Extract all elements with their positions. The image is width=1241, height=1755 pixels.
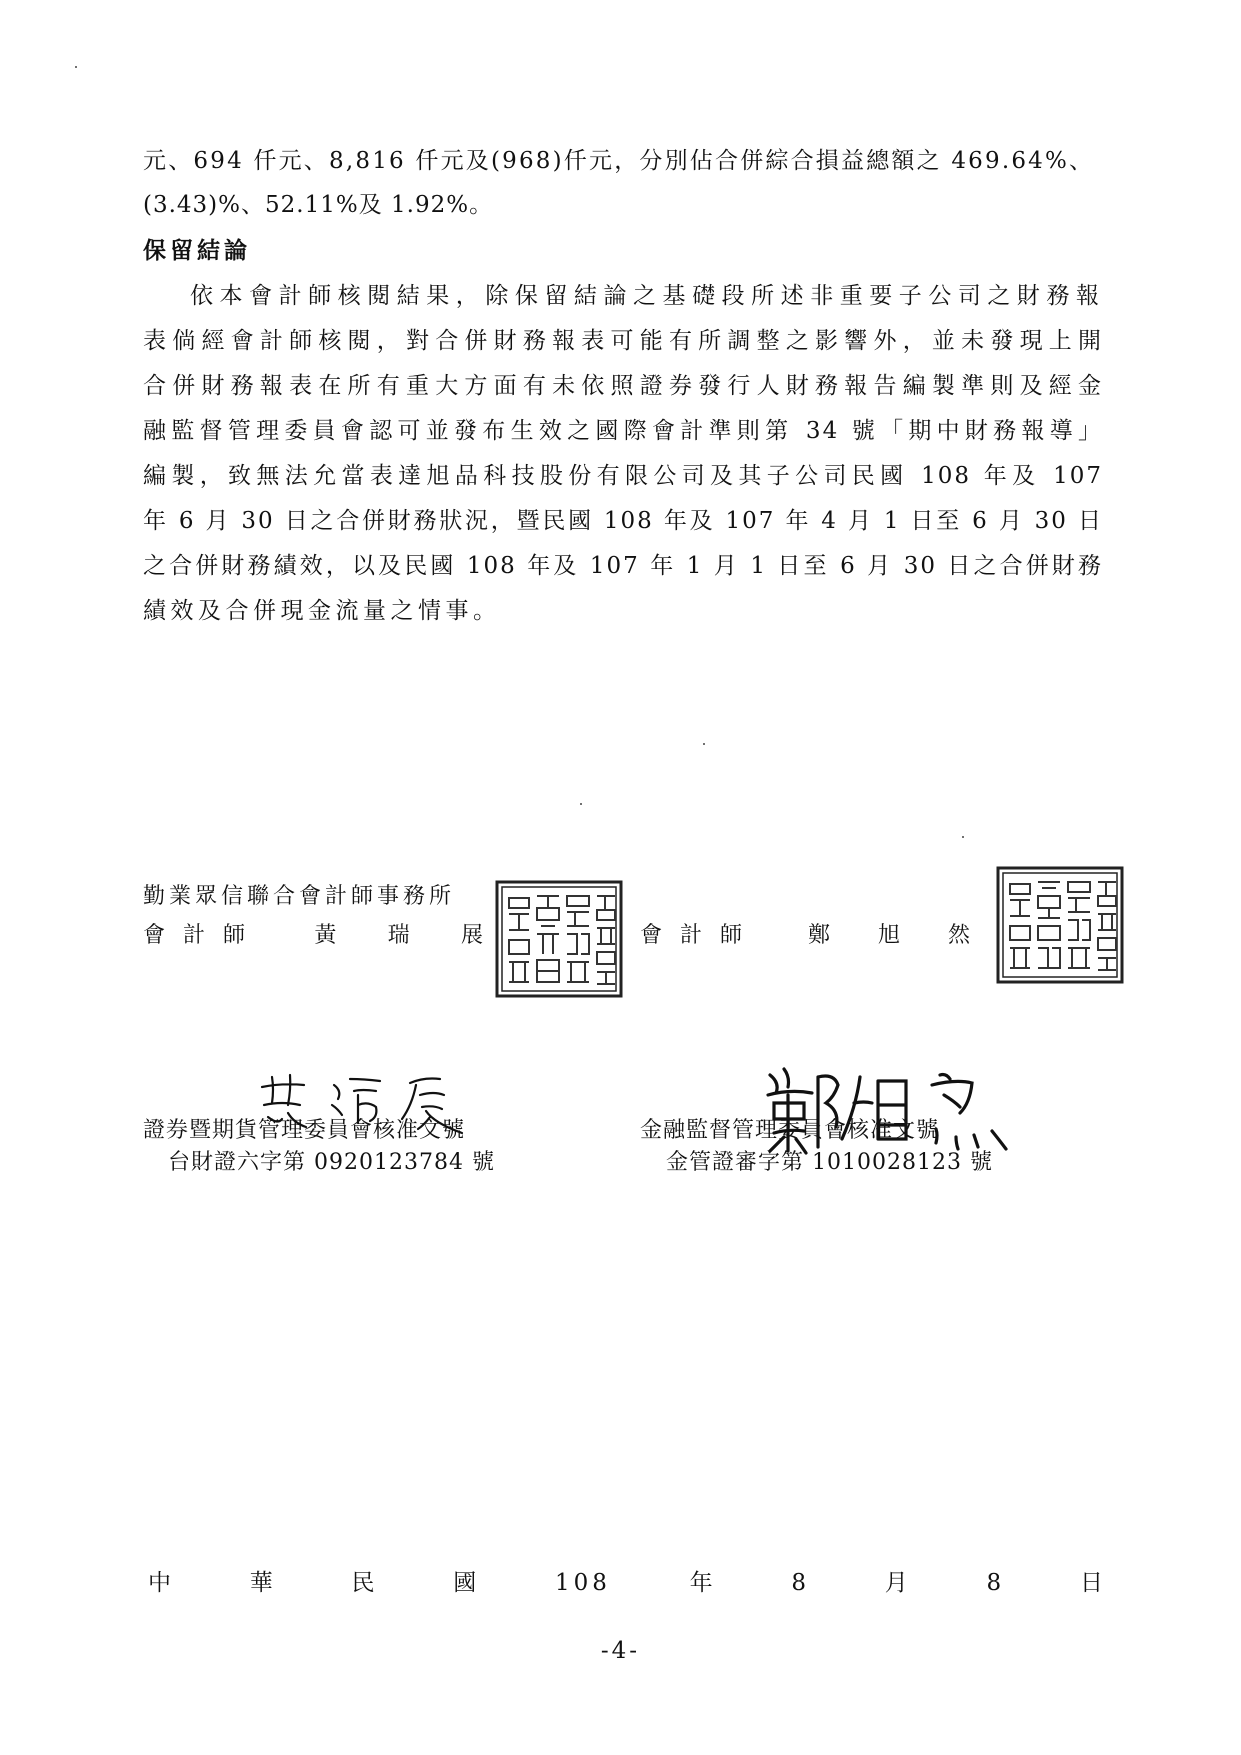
page-number: -4- bbox=[600, 1638, 641, 1664]
right-name-char-2: 旭 bbox=[877, 923, 900, 948]
right-approval-authority: 金融監督管理委員會核准文號 bbox=[640, 1118, 940, 1143]
left-name-char-2: 瑞 bbox=[387, 923, 410, 948]
para-line-6: 年 6 月 30 日之合併財務狀況，暨民國 108 年及 107 年 4 月 1 日至 6 月 30 日 bbox=[143, 508, 1103, 534]
para-line-2: 表倘經會計師核閱，對合併財務報表可能有所調整之影響外，並未發現上開 bbox=[143, 328, 1103, 354]
report-date bbox=[148, 1568, 1103, 1598]
body-line-1: 元、694 仟元、8,816 仟元及(968)仟元，分別佔合併綜合損益總額之 469.64%、 bbox=[143, 148, 1095, 174]
date-part: 月 bbox=[884, 1570, 908, 1596]
para-line-5: 編製，致無法允當表達旭品科技股份有限公司及其子公司民國 108 年及 107 bbox=[143, 463, 1103, 489]
right-accountant-title: 會計師 bbox=[640, 923, 761, 948]
scan-speck bbox=[703, 743, 705, 745]
date-part: 年 bbox=[689, 1570, 713, 1596]
section-heading: 保留結論 bbox=[143, 237, 251, 264]
para-line-1: 依本會計師核閱結果，除保留結論之基礎段所述非重要子公司之財務報 bbox=[190, 283, 1103, 309]
firm-name: 勤業眾信聯合會計師事務所 bbox=[143, 884, 456, 909]
right-name-char-1: 鄭 bbox=[807, 923, 830, 948]
right-approval-number: 金管證審字第 1010028123 號 bbox=[666, 1150, 993, 1175]
right-accountant-line bbox=[640, 922, 970, 950]
date-year: 108 bbox=[555, 1570, 611, 1596]
para-line-8: 績效及合併現金流量之情事。 bbox=[143, 598, 501, 624]
left-approval-authority: 證券暨期貨管理委員會核准文號 bbox=[143, 1118, 466, 1143]
date-part: 華 bbox=[249, 1570, 273, 1596]
scan-speck bbox=[580, 803, 582, 805]
para-line-7: 之合併財務績效，以及民國 108 年及 107 年 1 月 1 日至 6 月 30 日之合併財務 bbox=[143, 553, 1103, 579]
date-part: 日 bbox=[1079, 1570, 1103, 1596]
date-month: 8 bbox=[791, 1570, 807, 1596]
para-line-3: 合併財務報表在所有重大方面有未依照證券發行人財務報告編製準則及經金 bbox=[143, 373, 1103, 399]
scan-speck bbox=[75, 66, 77, 68]
left-accountant-title: 會計師 bbox=[143, 923, 264, 948]
left-name-char-1: 黃 bbox=[314, 923, 337, 948]
date-part: 民 bbox=[351, 1570, 375, 1596]
right-seal-stamp bbox=[996, 866, 1124, 984]
para-line-4: 融監督管理委員會認可並發布生效之國際會計準則第 34 號「期中財務報導」 bbox=[143, 418, 1103, 444]
scan-speck bbox=[962, 836, 964, 838]
right-name-char-3: 然 bbox=[947, 923, 970, 948]
date-part: 中 bbox=[148, 1570, 171, 1596]
date-part: 國 bbox=[453, 1570, 477, 1596]
left-seal-stamp bbox=[495, 880, 623, 998]
left-accountant-line bbox=[143, 922, 483, 950]
date-day: 8 bbox=[986, 1570, 1002, 1596]
left-name-char-3: 展 bbox=[460, 923, 483, 948]
left-approval-number: 台財證六字第 0920123784 號 bbox=[168, 1150, 495, 1175]
body-line-2: (3.43)%、52.11%及 1.92%。 bbox=[143, 192, 494, 218]
